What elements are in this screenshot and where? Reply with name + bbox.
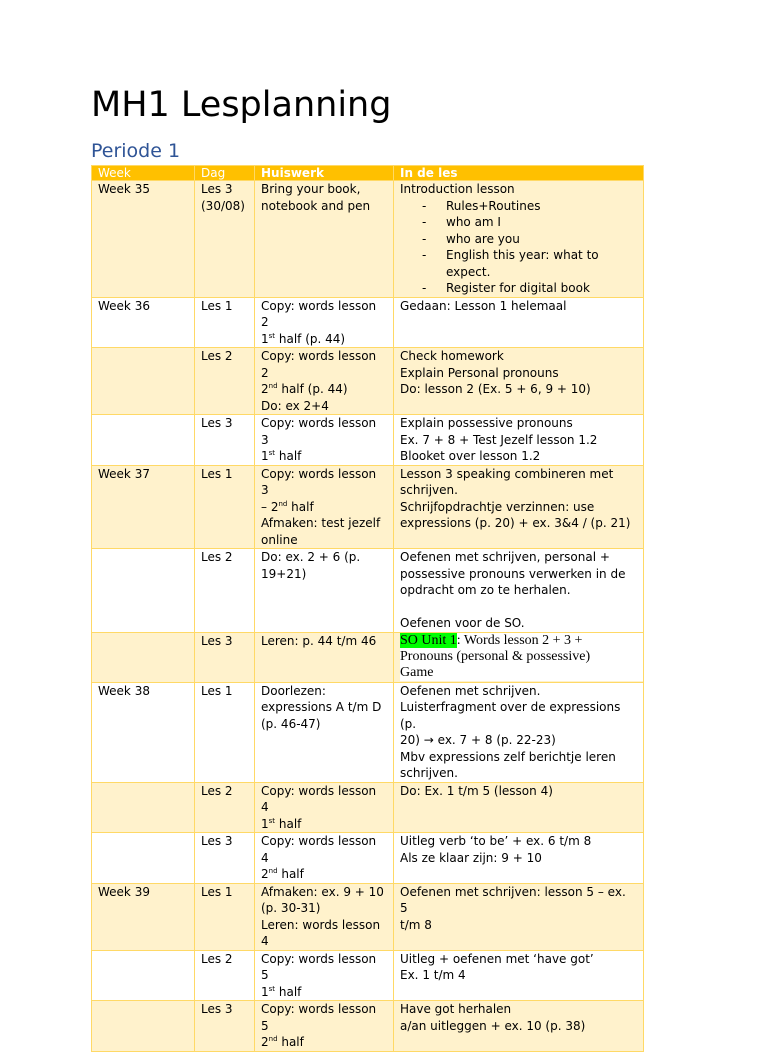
homework-cell: Copy: words lesson 2 1st half (p. 44): [255, 297, 394, 348]
day-cell: Les 1: [195, 465, 255, 549]
homework-cell: Copy: words lesson 3 1st half: [255, 415, 394, 466]
dash-bullet-icon: -: [422, 215, 427, 229]
table-row: [92, 682, 644, 782]
homework-cell: Copy: words lesson 4 1st half: [255, 782, 394, 833]
dash-bullet-icon: -: [422, 198, 427, 213]
day-cell: Les 2: [195, 549, 255, 633]
table-row: [92, 348, 644, 415]
day-cell: [195, 181, 255, 298]
table-row: [92, 465, 644, 549]
lesson-cell: Lesson 3 speaking combineren met schrijven. Schrijfopdrachtje verzinnen: use expressions (p. 20) + ex. 3&4 / (p. 21): [394, 465, 644, 549]
lesson-line: Introduction lesson: [400, 182, 515, 196]
highlighted-text: SO Unit 1: [400, 632, 457, 648]
lesson-bullet: - who are you: [422, 231, 520, 246]
week-cell: Week 37: [92, 465, 195, 549]
day-cell: Les 3: [195, 833, 255, 884]
dash-bullet-icon: -: [422, 281, 427, 295]
day-cell: Les 2: [195, 782, 255, 833]
table-row: [92, 549, 644, 633]
lesson-bullet: - Register for digital book: [422, 281, 590, 295]
day-cell: Les 3: [195, 1001, 255, 1052]
homework-cell: Copy: words lesson 4 2nd half: [255, 833, 394, 884]
table-row: [92, 1001, 644, 1052]
lesson-bullet: - Rules+Routines: [422, 198, 541, 213]
week-cell: Week 38: [92, 682, 195, 782]
day-label: Les 3: [201, 182, 233, 196]
lesson-cell: [394, 181, 644, 298]
lesson-cell: Gedaan: Lesson 1 helemaal: [394, 297, 644, 348]
column-header-in-class: In de les: [394, 166, 644, 181]
lesson-cell: Uitleg verb ‘to be’ + ex. 6 t/m 8 Als ze klaar zijn: 9 + 10: [394, 833, 644, 884]
day-cell: Les 2: [195, 348, 255, 415]
table-row: [92, 632, 644, 682]
table-row: [92, 950, 644, 1001]
day-cell: Les 3: [195, 415, 255, 466]
homework-cell: Afmaken: ex. 9 + 10 (p. 30-31) Leren: words lesson 4: [255, 883, 394, 950]
column-header-week: Week: [92, 166, 195, 181]
day-cell: Les 1: [195, 297, 255, 348]
week-cell: [92, 782, 195, 833]
table-row: [92, 833, 644, 884]
week-cell: [92, 549, 195, 633]
so-unit-note: SO Unit 1: Words lesson 2 + 3 + Pronouns (personal & possessive) Game: [400, 633, 643, 681]
day-cell: Les 1: [195, 682, 255, 782]
lesson-bullet: - English this year: what to expect.: [422, 248, 599, 279]
week-cell: Week 35: [92, 181, 195, 298]
lesson-cell: Uitleg + oefenen met ‘have got’ Ex. 1 t/m 4: [394, 950, 644, 1001]
day-cell: Les 1: [195, 883, 255, 950]
lesson-cell: Do: Ex. 1 t/m 5 (lesson 4): [394, 782, 644, 833]
page-title: MH1 Lesplanning: [91, 85, 392, 125]
dash-bullet-icon: -: [422, 248, 427, 262]
week-cell: [92, 1001, 195, 1052]
week-cell: [92, 415, 195, 466]
table-row: [92, 181, 644, 298]
lesson-bullet-list: [400, 198, 637, 297]
homework-cell: Doorlezen: expressions A t/m D (p. 46-47): [255, 682, 394, 782]
day-date: (30/08): [201, 198, 245, 213]
day-cell: Les 3: [195, 632, 255, 682]
homework-cell: Copy: words lesson 3 – 2nd half Afmaken: test jezelf online: [255, 465, 394, 549]
homework-cell: [255, 181, 394, 298]
column-header-homework: Huiswerk: [255, 166, 394, 181]
table-row: [92, 297, 644, 348]
lesson-cell: Oefenen met schrijven, personal + possessive pronouns verwerken in de opdracht om zo te herhalen. Oefenen voor de SO.: [394, 549, 644, 633]
dash-bullet-icon: -: [422, 231, 427, 246]
lesson-cell: Explain possessive pronouns Ex. 7 + 8 + Test Jezelf lesson 1.2 Blooket over lesson 1.2: [394, 415, 644, 466]
week-cell: Week 39: [92, 883, 195, 950]
lesson-cell: Check homework Explain Personal pronouns Do: lesson 2 (Ex. 5 + 6, 9 + 10): [394, 348, 644, 415]
lesson-bullet: - who am I: [422, 215, 501, 229]
homework-cell: Leren: p. 44 t/m 46: [255, 632, 394, 682]
table-row: [92, 415, 644, 466]
day-cell: Les 2: [195, 950, 255, 1001]
period-heading: Periode 1: [91, 140, 181, 162]
lesson-plan-table: [91, 165, 644, 1052]
week-cell: [92, 950, 195, 1001]
week-cell: [92, 348, 195, 415]
table-row: [92, 782, 644, 833]
homework-line: Bring your book,: [261, 182, 361, 196]
table-row: [92, 883, 644, 950]
homework-cell: Copy: words lesson 2 2nd half (p. 44) Do: ex 2+4: [255, 348, 394, 415]
homework-cell: Copy: words lesson 5 1st half: [255, 950, 394, 1001]
homework-cell: Do: ex. 2 + 6 (p. 19+21): [255, 549, 394, 633]
lesson-cell: [394, 632, 644, 682]
lesson-cell: Have got herhalen a/an uitleggen + ex. 10 (p. 38): [394, 1001, 644, 1052]
week-cell: [92, 833, 195, 884]
column-header-day: Dag: [195, 166, 255, 181]
arrow-right-icon: →: [423, 733, 434, 747]
lesson-cell: Oefenen met schrijven. Luisterfragment over de expressions (p. 20) → ex. 7 + 8 (p. 22-23) Mbv expressions zelf berichtje leren schrijven.: [394, 682, 644, 782]
table-header-row: [92, 166, 644, 181]
homework-cell: Copy: words lesson 5 2nd half: [255, 1001, 394, 1052]
lesson-cell: Oefenen met schrijven: lesson 5 – ex. 5 t/m 8: [394, 883, 644, 950]
week-cell: [92, 632, 195, 682]
week-cell: Week 36: [92, 297, 195, 348]
homework-line: notebook and pen: [261, 198, 371, 213]
